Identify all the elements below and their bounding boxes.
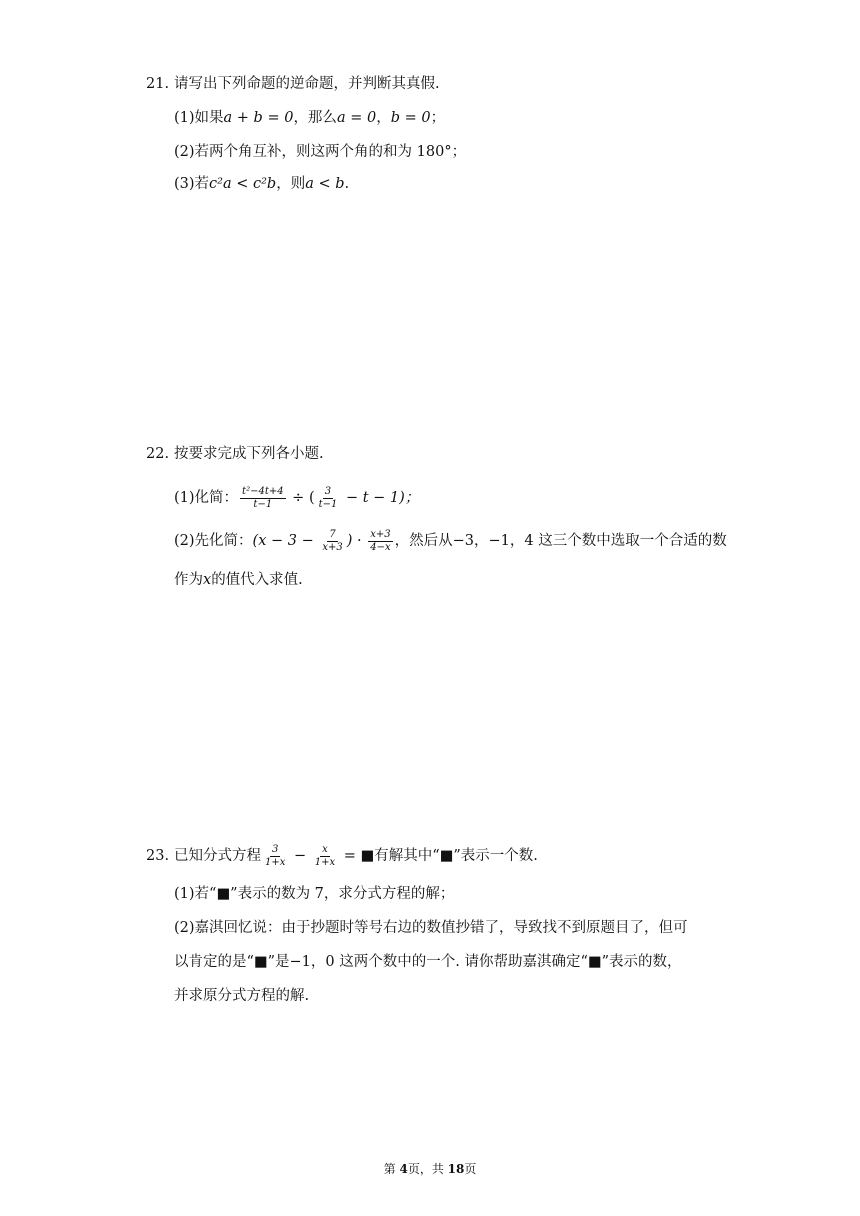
- q22-part1-tail: − t − 1)；: [341, 490, 420, 506]
- q23-part1-text: (1)若“■”表示的数为 7，求分式方程的解；: [174, 886, 455, 902]
- q23-frac1-num: 3: [272, 843, 279, 855]
- q21-part1-math2: a = 0: [336, 110, 377, 126]
- q21-part1-prefix: (1)如果: [174, 110, 224, 126]
- q22-part2-line2-tail: 的值代入求值.: [211, 572, 303, 588]
- q21-part2-text: (2)若两个角互补，则这两个角的和为 180°；: [174, 144, 467, 160]
- q23-number: 23.: [146, 848, 170, 864]
- q23-part2-line1: [174, 918, 688, 938]
- q23-stem-tail: = ■有解其中“■”表示一个数.: [339, 848, 538, 864]
- q23-part2-line2-text: 以肯定的是“■”是−1，0 这两个数中的一个. 请你帮助嘉淇确定“■”表示的数，: [174, 954, 682, 970]
- q23-stem-prefix: 已知分式方程: [174, 848, 261, 864]
- q22-stem-line: [146, 444, 324, 464]
- q22-part2-line2-prefix: 作为: [174, 572, 203, 588]
- q23-stem-line: [146, 841, 538, 871]
- q22-part2-frac1-num: 7: [329, 528, 336, 540]
- q22-stem: 按要求完成下列各小题.: [174, 446, 324, 462]
- q21-part1-end: ；: [430, 110, 446, 126]
- q21-stem-line: [146, 74, 440, 94]
- footer-prefix: 第: [383, 1162, 400, 1176]
- q23-frac1-den: 1+x: [265, 856, 286, 868]
- q21-part1-comma: ，: [376, 110, 391, 126]
- q22-part2-prefix: (2)先化简：: [174, 533, 253, 549]
- q21-part3-math1: c²a < c²b: [209, 176, 277, 192]
- q23-fraction1: [263, 844, 287, 869]
- q22-part2-close: ) ·: [346, 533, 367, 549]
- q22-part1: [174, 483, 419, 513]
- q22-part2-frac2-num: x+3: [370, 528, 391, 540]
- q22-part2-frac1-den: x+3: [322, 541, 343, 553]
- q23-part2-line3-text: 并求原分式方程的解.: [174, 988, 310, 1004]
- q23-frac2-den: 1+x: [314, 856, 336, 868]
- q21-part3-math2: a < b: [305, 176, 345, 192]
- q22-part2-line2-math: x: [203, 572, 212, 588]
- q21-part3-end: .: [344, 176, 350, 192]
- footer-mid: 页，共: [407, 1162, 448, 1176]
- q23-frac2-num: x: [322, 843, 328, 855]
- page-footer: [0, 1160, 860, 1177]
- q21-part1-math1: a + b = 0: [223, 110, 294, 126]
- q22-part1-frac-den: t−1: [253, 498, 273, 510]
- q23-part2-line1-text: (2)嘉淇回忆说：由于抄题时等号右边的数值抄错了，导致找不到原题目了，但可: [174, 920, 688, 936]
- q22-part2: [174, 526, 727, 556]
- q23-fraction2: [313, 844, 337, 869]
- q22-number: 22.: [146, 446, 170, 462]
- q21-part3-prefix: (3)若: [174, 176, 210, 192]
- q21-part3-mid: ，则: [276, 176, 306, 192]
- q22-part2-frac2-den: 4−x: [370, 541, 391, 553]
- q22-part2-fraction2: [368, 529, 392, 554]
- q22-part1-frac2-num: 3: [324, 485, 332, 497]
- q22-part1-frac2-den: t−1: [318, 498, 338, 510]
- footer-total-pages: 18: [447, 1162, 465, 1176]
- q23-minus: −: [289, 848, 311, 864]
- q22-part2-fraction1: [320, 529, 344, 554]
- q23-part2-line2: [174, 952, 681, 972]
- q23-part2-line3: [174, 986, 309, 1006]
- q21-part1-math3: b = 0: [390, 110, 431, 126]
- footer-page-number: 4: [399, 1162, 408, 1176]
- q22-part1-fraction: [240, 486, 286, 511]
- q21-stem: 请写出下列命题的逆命题，并判断其真假.: [174, 76, 440, 92]
- q22-part2-open: (x − 3 −: [252, 533, 319, 549]
- footer-suffix: 页: [464, 1162, 477, 1176]
- q22-part1-fraction2: [317, 486, 340, 511]
- q22-part2-tail: ，然后从−3，−1，4 这三个数中选取一个合适的数: [394, 533, 727, 549]
- q21-number: 21.: [146, 76, 170, 92]
- q22-part1-div: ÷ (: [287, 490, 315, 506]
- q22-part1-frac-num: t²−4t+4: [242, 485, 284, 497]
- q22-part2-line2: [174, 570, 303, 590]
- q22-part1-prefix: (1)化简：: [174, 490, 239, 506]
- q23-part1: [174, 884, 454, 904]
- q21-part1-mid: ，那么: [293, 110, 337, 126]
- q21-part2: [174, 142, 466, 162]
- q21-part3: [174, 174, 349, 194]
- q21-part1: [174, 108, 445, 128]
